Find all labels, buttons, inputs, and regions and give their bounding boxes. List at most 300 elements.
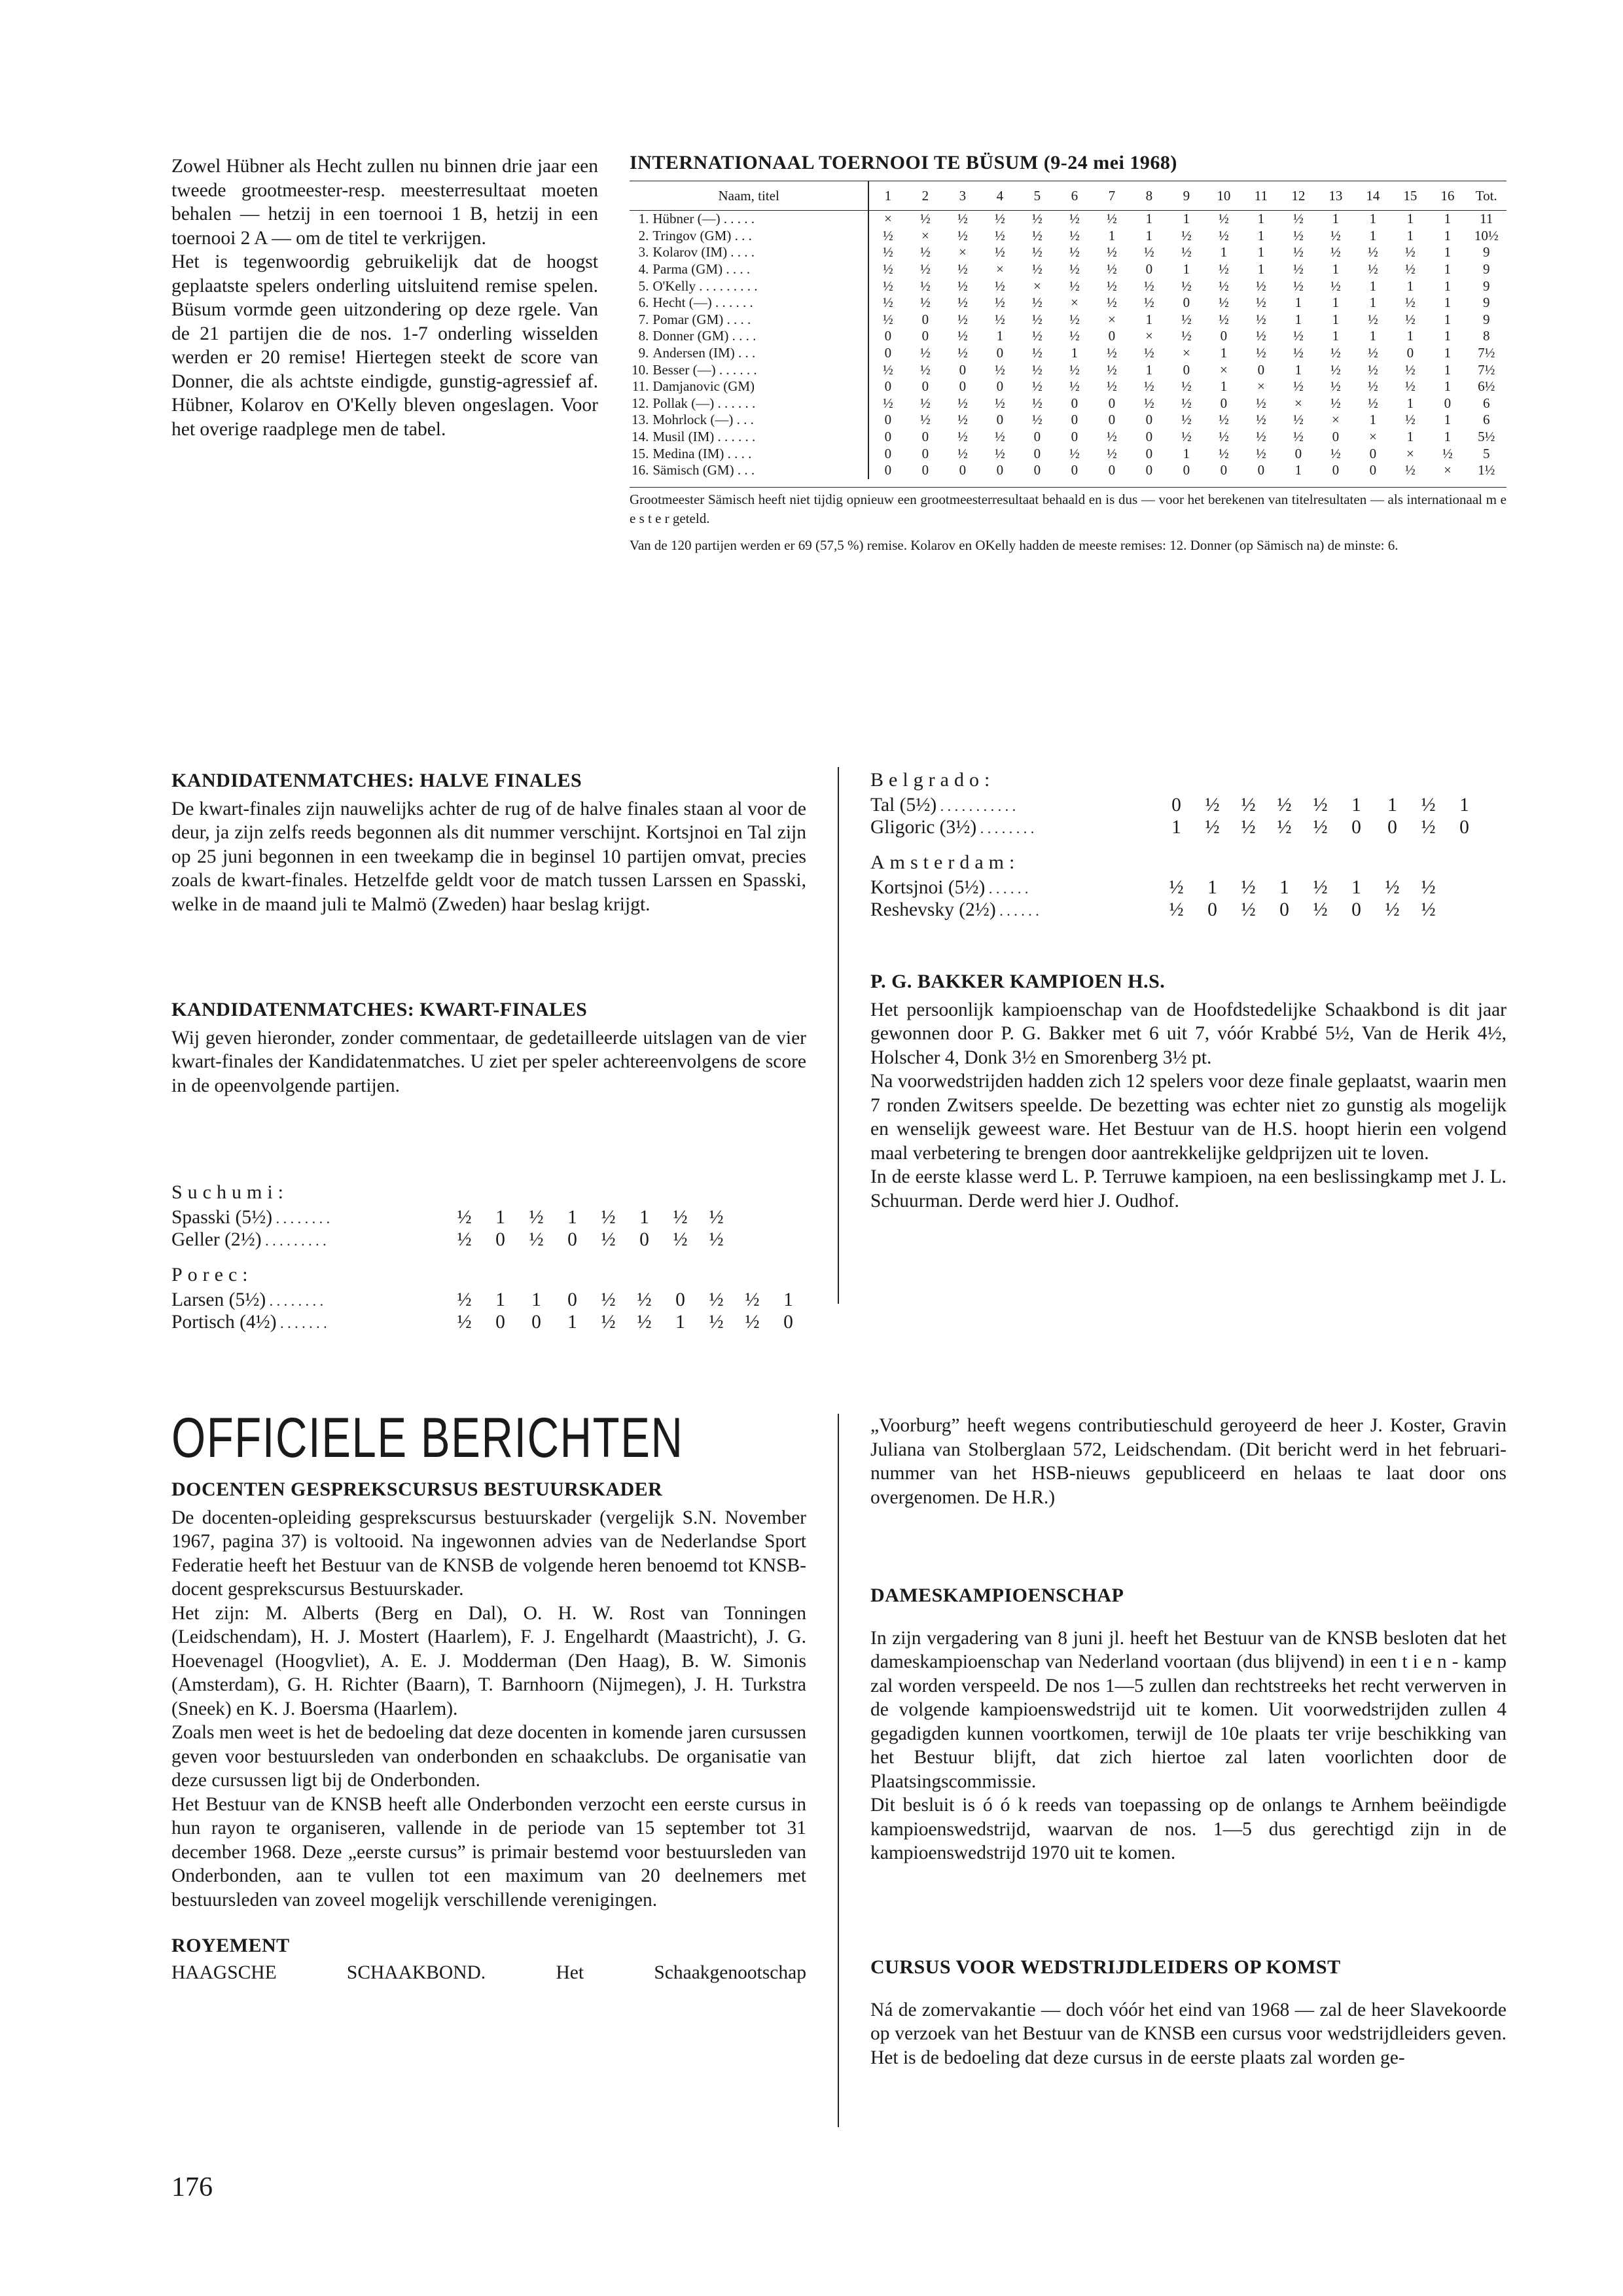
crosstable-score: × [1220,361,1228,378]
crosstable-score: ½ [1107,261,1117,278]
crosstable-score: ½ [995,278,1005,294]
crosstable-score: ½ [920,211,931,227]
match-dot-leader: . . . . . . . . [976,819,1035,836]
match-game-score: 0 [1351,816,1361,838]
crosstable-score: ½ [1181,378,1192,395]
crosstable-score: 0 [1108,412,1116,428]
kwart-finales-section [171,998,806,1098]
crosstable-score: ½ [1219,295,1229,311]
match-dot-leader: . . . . . . [985,880,1029,897]
match-game-score: ½ [1313,899,1328,920]
crosstable-score: ½ [1256,429,1266,445]
crosstable-player-name: Kolarov (IM) . . . . [652,244,868,261]
match-game-score: 1 [639,1206,649,1228]
crosstable-score: ½ [957,261,968,278]
crosstable-score: 0 [1369,462,1377,478]
crosstable-score: ½ [1368,345,1378,361]
crosstable-total: 5½ [1478,429,1495,445]
crosstable-score: ½ [883,227,893,243]
match-game-score: 0 [495,1229,505,1250]
crosstable-score: ½ [1293,278,1304,294]
crosstable-col-header: 15 [1391,181,1429,211]
crosstable-score: 0 [1332,462,1340,478]
crosstable-score: ½ [1032,328,1043,344]
crosstable-score: 1 [1145,211,1153,227]
crosstable-score: ½ [1256,345,1266,361]
crosstable-row [630,378,1507,395]
crosstable-score: ½ [1368,378,1378,395]
crosstable-score: × [1444,462,1452,478]
crosstable-score: ½ [1144,295,1154,311]
crosstable-score: ½ [1181,244,1192,260]
match-game-score: ½ [1205,794,1220,816]
crosstable-score: 1 [1444,328,1452,344]
crosstable-score: ½ [1330,445,1341,461]
crosstable-score: 0 [1406,345,1414,361]
match-player-name: Kortsjnoi (5½) [870,876,986,898]
match-game-score: 1 [1387,794,1397,816]
crosstable-score: ½ [1442,445,1453,461]
match-game-score: ½ [529,1206,544,1228]
crosstable-score: 0 [1145,445,1153,461]
crosstable-score: ½ [1181,278,1192,294]
match-dot-leader: . . . . . . . . . [261,1232,327,1249]
crosstable-score: 1 [1406,395,1414,411]
match-game-score: ½ [709,1311,724,1333]
crosstable-score: 0 [921,328,929,344]
crosstable-score: 0 [1220,328,1228,344]
match-game-score: ½ [1313,876,1328,898]
crosstable-score: 1 [1257,211,1265,227]
match-game-score: 0 [1351,899,1361,920]
crosstable-player-name: Hübner (—) . . . . . [652,211,868,228]
crosstable-score: × [1071,295,1079,311]
crosstable-score: 1 [1406,328,1414,344]
crosstable-score: ½ [1107,244,1117,260]
docenten-heading: DOCENTEN GESPREKSCURSUS BESTUURSKADER [171,1479,663,1500]
crosstable-score: ½ [1405,462,1416,478]
officiele-berichten-title: OFFICIELE BERICHTEN [171,1407,684,1469]
crosstable-score: 0 [884,378,892,395]
match-game-score: ½ [673,1229,688,1250]
crosstable-score: ½ [1069,311,1080,327]
crosstable-col-header: 14 [1354,181,1391,211]
crosstable-score: 1 [1444,412,1452,428]
crosstable-score: ½ [1330,395,1341,411]
crosstable-rank: 1. [638,211,649,227]
dames-heading: DAMESKAMPIOENSCHAP [870,1585,1124,1606]
crosstable-score: 1 [1332,328,1340,344]
crosstable-total: 8 [1482,328,1490,344]
crosstable-score: 0 [921,378,929,395]
crosstable-score: ½ [1032,412,1043,428]
crosstable-score: 1 [1183,211,1190,227]
match-game-score: 1 [531,1289,541,1310]
crosstable-score: ½ [1256,295,1266,311]
crosstable-score: ½ [1293,429,1304,445]
crosstable-col-header: 5 [1018,181,1056,211]
crosstable-score: ½ [1107,211,1117,227]
dames-paragraph: Dit besluit is ó ó k reeds van toepassing op de onlangs te Arnhem beëindigde kampioenswedstrijd, waarvan de nos. 1—5 dus gerechtigd zijn in de kampioenswedstrijd 1970 uit te komen. [870,1795,1507,1863]
crosstable-score: ½ [1032,361,1043,378]
crosstable-total: 9 [1482,278,1490,294]
crosstable-row [630,412,1507,429]
crosstable-score: 1 [1257,261,1265,278]
crosstable-score: ½ [1144,278,1154,294]
crosstable-rank: 6. [638,295,649,311]
crosstable-score: 1 [1444,244,1452,260]
match-game-score: ½ [1169,876,1184,898]
crosstable-score: 0 [1071,429,1079,445]
crosstable-score: ½ [1181,429,1192,445]
crosstable-score: ½ [1069,211,1080,227]
match-game-score: ½ [601,1206,616,1228]
crosstable-score: × [1406,445,1414,461]
crosstable-name-header: Naam, titel [630,181,868,211]
crosstable-row [630,429,1507,446]
match-game-score: ½ [457,1206,472,1228]
crosstable-score: ½ [920,244,931,260]
match-game-score: 1 [783,1289,793,1310]
crosstable-col-header: 10 [1205,181,1242,211]
crosstable-col-header: 13 [1317,181,1354,211]
crosstable-score: 0 [1033,429,1041,445]
crosstable-score: ½ [1293,412,1304,428]
crosstable-score: 1 [1444,345,1452,361]
crosstable-player-name: Andersen (IM) . . . [652,345,868,362]
crosstable-score: 0 [921,462,929,478]
crosstable-score: ½ [1405,361,1416,378]
crosstable-score: 0 [1220,395,1228,411]
crosstable-score: ½ [920,345,931,361]
crosstable-score: 1 [1294,311,1302,327]
crosstable-row [630,462,1507,479]
crosstable-score: ½ [957,328,968,344]
crosstable-score: ½ [1219,227,1229,243]
crosstable-score: ½ [995,311,1005,327]
crosstable-score: 0 [921,429,929,445]
halve-finales-text: De kwart-finales zijn nauwelijks achter de rug of de halve finales staan al voor de deur, ja zijn zelfs reeds begonnen als dit nummer verschijnt. Kortsjnoi en Tal zijn op 25 juni begonnen in een tweekamp die in beginsel 10 partijen omvat, precies zoals de kwart-finales. Hetzelfde geldt voor de match tussen Larssen en Spasski, welke in de maand juli te Malmö (Zweden) haar beslag krijgt. [171,798,806,915]
match-player-name: Larsen (5½) [171,1289,266,1310]
crosstable-score: ½ [1293,261,1304,278]
match-player-name: Reshevsky (2½) [870,899,996,920]
crosstable-player-name: Damjanovic (GM) [652,378,868,395]
crosstable-score: 0 [1108,328,1116,344]
crosstable-score: 0 [996,378,1004,395]
crosstable-score: × [1145,328,1153,344]
crosstable-score: 1 [1108,227,1116,243]
crosstable-score: 0 [996,412,1004,428]
kwart-finales-heading: KANDIDATENMATCHES: KWART-FINALES [171,999,588,1020]
crosstable-score: 0 [1033,445,1041,461]
crosstable-rank: 13. [632,412,649,428]
crosstable-note-1: Grootmeester Sämisch heeft niet tijdig opnieuw een grootmeesterresultaat behaald en is dus — voor het berekenen van titelresultaten — als internationaal m e e s t e r geteld. [630,487,1507,528]
match-score-table [870,876,1446,921]
crosstable-score: ½ [1293,244,1304,260]
crosstable-score: 1 [1444,295,1452,311]
crosstable-col-header: 9 [1168,181,1205,211]
crosstable-score: 1 [1294,361,1302,378]
crosstable-score: × [959,244,967,260]
crosstable-col-header: 1 [868,181,906,211]
crosstable-col-header: 3 [944,181,981,211]
crosstable-score: 1 [1444,278,1452,294]
match-score-table [171,1206,734,1251]
match-dot-leader: . . . . . . . [276,1314,327,1331]
crosstable-score: 0 [1033,462,1041,478]
match-game-score: ½ [601,1311,616,1333]
dames-paragraph: In zijn vergadering van 8 juni jl. heeft het Bestuur van de KNSB besloten dat het dameskampioenschap van Nederland voortaan (dus blijvend) in een t i e n - kamp zal worden verspeeld. De nos 1—5 zullen dan rechtstreeks het recht verwerven in de volgende kampioenswedstrijd uit te komen. Uit voorwedstrijden zullen 4 gegadigden kunnen voortkomen, terwijl de 10e plaats ter vrije beschikking van het Bestuur blijft, dat zich hiertoe zal laten voorlichten door de Plaatsingscommissie. [870,1627,1507,1792]
crosstable-player-name: Medina (IM) . . . . [652,445,868,462]
crosstable-player-name: Mohrlock (—) . . . [652,412,868,429]
crosstable-score: 1 [1444,261,1452,278]
crosstable-score: ½ [883,361,893,378]
crosstable-row [630,345,1507,362]
match-game-score: ½ [1169,899,1184,920]
crosstable-score: ½ [957,395,968,411]
crosstable-score: 0 [1257,361,1265,378]
crosstable-score: 0 [1444,395,1452,411]
crosstable-score: 1 [1406,429,1414,445]
crosstable-score: ½ [957,227,968,243]
crosstable-score: ½ [1293,378,1304,395]
crosstable-score: ½ [1107,278,1117,294]
crosstable-row [630,328,1507,345]
intro-paragraph: Het is tegenwoordig gebruikelijk dat de hoogst geplaatste spelers onderling uitsluitend remise spelen. Büsum vormde geen uitzondering op deze rgele. Van de 21 partijen die de nos. 1-7 onderling wisselden werden er 20 remise! Hiertegen steekt de score van Donner, die als achtste eindigde, gunstig-agressief af. Hübner, Kolarov en O'Kelly bleven ongeslagen. Voor het overige raadplege men de tabel. [171,251,598,440]
crosstable-col-header: 2 [906,181,944,211]
crosstable-score: ½ [1032,395,1043,411]
crosstable-score: ½ [1368,261,1378,278]
crosstable-total: 9 [1482,261,1490,278]
match-score-table [870,794,1482,838]
match-player-row [870,899,1446,921]
crosstable-score: ½ [920,361,931,378]
match-player-name: Spasski (5½) [171,1206,273,1228]
match-game-score: ½ [1241,876,1256,898]
crosstable-score: 0 [1369,445,1377,461]
match-game-score: ½ [601,1289,616,1310]
match-game-score: ½ [673,1206,688,1228]
match-game-score: 0 [495,1311,505,1333]
match-game-score: ½ [1277,816,1292,838]
match-game-score: 1 [567,1206,577,1228]
crosstable-rank: 9. [638,345,649,361]
crosstable-score: ½ [1368,395,1378,411]
match-game-score: 1 [495,1206,505,1228]
crosstable-row [630,445,1507,462]
match-score-table [171,1289,806,1333]
match-player-row [870,816,1482,838]
match-dot-leader: . . . . . . [995,902,1039,919]
crosstable-player-name: Donner (GM) . . . . [652,328,868,345]
crosstable-score: ½ [1256,445,1266,461]
crosstable-score: ½ [1144,395,1154,411]
crosstable-score: 0 [884,412,892,428]
crosstable-score: × [1183,345,1190,361]
match-game-score: ½ [1385,876,1400,898]
crosstable-score: × [1257,378,1265,395]
crosstable-score: 0 [1145,412,1153,428]
royement-text: HAAGSCHE SCHAAKBOND. Het Schaakgenootschap [171,1962,806,1983]
match-player-row [171,1229,734,1251]
crosstable-score: ½ [1181,395,1192,411]
match-game-score: ½ [457,1229,472,1250]
crosstable-rank: 3. [638,244,649,260]
crosstable-score: 0 [959,361,967,378]
crosstable-score: ½ [1368,244,1378,260]
match-game-score: 1 [1171,816,1181,838]
crosstable-score: ½ [1256,311,1266,327]
crosstable-row [630,312,1507,329]
match-game-score: ½ [637,1311,652,1333]
match-game-score: 1 [675,1311,685,1333]
crosstable-score: ½ [957,295,968,311]
match-game-score: 1 [567,1311,577,1333]
match-venue: Belgrado: [870,769,995,791]
crosstable-score: 1 [1294,462,1302,478]
match-game-score: 1 [1207,876,1217,898]
match-game-score: ½ [529,1229,544,1250]
match-player-row [870,794,1482,816]
match-game-score: 1 [495,1289,505,1310]
crosstable-score: ½ [1330,227,1341,243]
crosstable-score: 0 [1183,462,1190,478]
match-game-score: 0 [675,1289,685,1310]
crosstable-score: 1 [1444,429,1452,445]
crosstable-score: ½ [1219,412,1229,428]
match-player-name: Gligoric (3½) [870,816,977,838]
crosstable-score: ½ [1256,412,1266,428]
crosstable-player-name: Sämisch (GM) . . . [652,462,868,479]
crosstable-score: 1 [1369,278,1377,294]
crosstable-score: ½ [1181,311,1192,327]
match-game-score: ½ [1313,816,1328,838]
crosstable-col-header: Tot. [1466,181,1507,211]
crosstable-rank: 5. [638,278,649,294]
crosstable-score: 1 [1332,311,1340,327]
crosstable-col-header: 12 [1279,181,1317,211]
crosstable-score: ½ [1032,378,1043,395]
match-game-score: 0 [783,1311,793,1333]
match-scores-left [171,1181,806,1333]
crosstable-score: 1 [1220,378,1228,395]
crosstable-score: ½ [1032,211,1043,227]
crosstable-score: ½ [1330,378,1341,395]
match-game-score: ½ [1205,816,1220,838]
crosstable-score: ½ [995,295,1005,311]
crosstable-score: 0 [1145,429,1153,445]
crosstable-score: ½ [1219,211,1229,227]
crosstable-score: ½ [920,278,931,294]
crosstable-score: 1 [1369,328,1377,344]
crosstable-score: ½ [1219,278,1229,294]
crosstable-col-header: 6 [1056,181,1093,211]
match-dot-leader: . . . . . . . . . . . [936,797,1016,814]
bakker-section [870,970,1507,1213]
page-number: 176 [171,2172,213,2202]
crosstable-score: ½ [1032,244,1043,260]
crosstable-score: 0 [1071,462,1079,478]
cursus-section [870,1956,1507,2070]
match-game-score: ½ [709,1229,724,1250]
crosstable-score: 0 [884,345,892,361]
crosstable-score: ½ [1032,261,1043,278]
crosstable-score: ½ [883,278,893,294]
crosstable-score: 1 [1369,227,1377,243]
crosstable-rank: 12. [632,395,649,411]
crosstable-score: 0 [959,378,967,395]
crosstable-score: 1 [1183,261,1190,278]
crosstable-score: ½ [957,211,968,227]
crosstable-score: ½ [883,261,893,278]
crosstable-score: 0 [884,445,892,461]
crosstable-score: ½ [1181,328,1192,344]
match-game-score: ½ [745,1311,760,1333]
crosstable-score: ½ [1219,429,1229,445]
crosstable-score: 1 [1257,227,1265,243]
crosstable-score: 0 [1108,395,1116,411]
match-game-score: ½ [1421,794,1436,816]
crosstable-score: 1 [1145,311,1153,327]
crosstable-score: ½ [1069,227,1080,243]
match-game-score: 1 [1351,876,1361,898]
match-player-name: Portisch (4½) [171,1311,277,1333]
docenten-paragraph: Zoals men weet is het de bedoeling dat deze docenten in komende jaren cursussen geven voor bestuursleden van onderbonden en schaakclubs. De organisatie van deze cursussen ligt bij de Onderbonden. [171,1722,806,1791]
crosstable-score: 0 [884,462,892,478]
match-game-score: ½ [601,1229,616,1250]
crosstable-score: 1 [996,328,1004,344]
crosstable-player-name: Tringov (GM) . . . [652,228,868,245]
match-game-score: 1 [1351,794,1361,816]
crosstable-score: ½ [1219,261,1229,278]
crosstable-score: 0 [1257,462,1265,478]
crosstable-player-name: Musil (IM) . . . . . . [652,429,868,446]
docenten-paragraph: De docenten-opleiding gesprekscursus bestuurskader (vergelijk S.N. November 1967, pagina 37) is voltooid. Na ingewonnen advies van de Nederlandse Sport Federatie heeft het Bestuur van de KNSB de volgende heren benoemd tot KNSB-docent gesprekscursus Bestuurskader. [171,1507,806,1600]
crosstable-score: ½ [1069,378,1080,395]
crosstable-total: 9 [1482,244,1490,260]
crosstable-row [630,228,1507,245]
crosstable-score: 0 [1294,445,1302,461]
crosstable-score: 1 [1332,211,1340,227]
crosstable-score: ½ [1293,211,1304,227]
crosstable-score: ½ [920,395,931,411]
crosstable-score: × [1108,311,1116,327]
crosstable-score: ½ [1368,361,1378,378]
match-game-score: ½ [637,1289,652,1310]
kwart-finales-text: Wij geven hieronder, zonder commentaar, de gedetailleerde uitslagen van de vier kwart-finales der Kandidatenmatches. U ziet per speler achtereenvolgens de score in de opeenvolgende partijen. [171,1027,806,1096]
crosstable-player-name: Pomar (GM) . . . . [652,312,868,329]
match-game-score: ½ [1421,899,1436,920]
crosstable-score: 1 [1332,261,1340,278]
crosstable-row [630,361,1507,378]
crosstable-score: 1 [1071,345,1079,361]
crosstable-score: 0 [921,445,929,461]
crosstable-score: 1 [1444,311,1452,327]
crosstable-row [630,244,1507,261]
crosstable-score: ½ [957,412,968,428]
crosstable-total: 9 [1482,311,1490,327]
crosstable-score: ½ [995,361,1005,378]
crosstable-score: 1 [1145,361,1153,378]
match-game-score: 1 [1459,794,1469,816]
match-game-score: 1 [1279,876,1289,898]
crosstable-total: 11 [1480,211,1493,227]
crosstable-score: ½ [1069,445,1080,461]
crosstable-score: 1 [1145,227,1153,243]
crosstable-score: ½ [1330,361,1341,378]
match-game-score: 0 [1171,794,1181,816]
match-game-score: ½ [1241,899,1256,920]
